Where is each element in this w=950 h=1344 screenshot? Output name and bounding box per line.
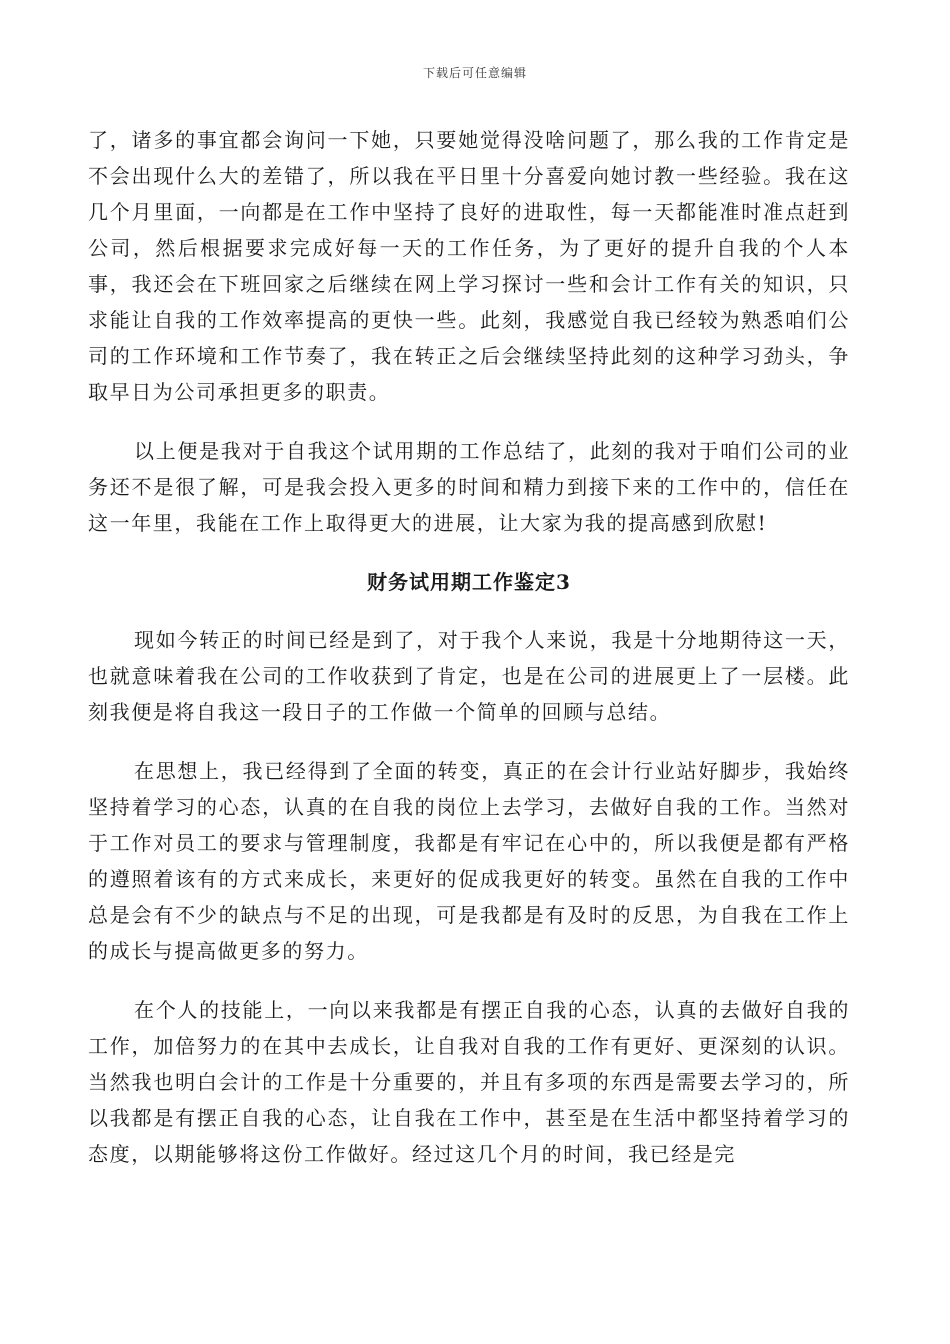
section-title: 财务试用期工作鉴定3 <box>367 570 571 594</box>
section-paragraph-intro: 现如今转正的时间已经是到了，对于我个人来说，我是十分地期待这一天，也就意味着我在公司的工作收获到了肯定，也是在公司的进展更上了一层楼。此刻我便是将自我这一段日子的工作做一个简单的回顾与总结。 <box>88 628 850 724</box>
paragraph-conclusion: 以上便是我对于自我这个试用期的工作总结了，此刻的我对于咱们公司的业务还不是很了解，可是我会投入更多的时间和精力到接下来的工作中的，信任在这一年里，我能在工作上取得更大的进展，让大家为我的提高感到欣慰! <box>88 439 850 535</box>
paragraph-continuation: 了，诸多的事宜都会询问一下她，只要她觉得没啥问题了，那么我的工作肯定是不会出现什么大的差错了，所以我在平日里十分喜爱向她讨教一些经验。我在这几个月里面，一向都是在工作中坚持了良好的进取性，每一天都能准时准点赶到公司，然后根据要求完成好每一天的工作任务，为了更好的提升自我的个人本事，我还会在下班回家之后继续在网上学习探讨一些和会计工作有关的知识，只求能让自我的工作效率提高的更快一些。此刻，我感觉自我已经较为熟悉咱们公司的工作环境和工作节奏了，我在转正之后会继续坚持此刻的这种学习劲头，争取早日为公司承担更多的职责。 <box>88 128 850 404</box>
section-paragraph-skills: 在个人的技能上，一向以来我都是有摆正自我的心态，认真的去做好自我的工作，加倍努力的在其中去成长，让自我对自我的工作有更好、更深刻的认识。当然我也明白会计的工作是十分重要的，并且有多项的东西是需要去学习的，所以我都是有摆正自我的心态，让自我在工作中，甚至是在生活中都坚持着学习的态度，以期能够将这份工作做好。经过这几个月的时间，我已经是完 <box>88 998 850 1166</box>
section-paragraph-thinking: 在思想上，我已经得到了全面的转变，真正的在会计行业站好脚步，我始终坚持着学习的心态，认真的在自我的岗位上去学习，去做好自我的工作。当然对于工作对员工的要求与管理制度，我都是有牢记在心中的，所以我便是都有严格的遵照着该有的方式来成长，来更好的促成我更好的转变。虽然在自我的工作中总是会有不少的缺点与不足的出现，可是我都是有及时的反思，为自我在工作上的成长与提高做更多的努力。 <box>88 759 850 963</box>
document-body <box>88 122 850 1195</box>
page-header-note: 下载后可任意编辑 <box>422 66 527 80</box>
